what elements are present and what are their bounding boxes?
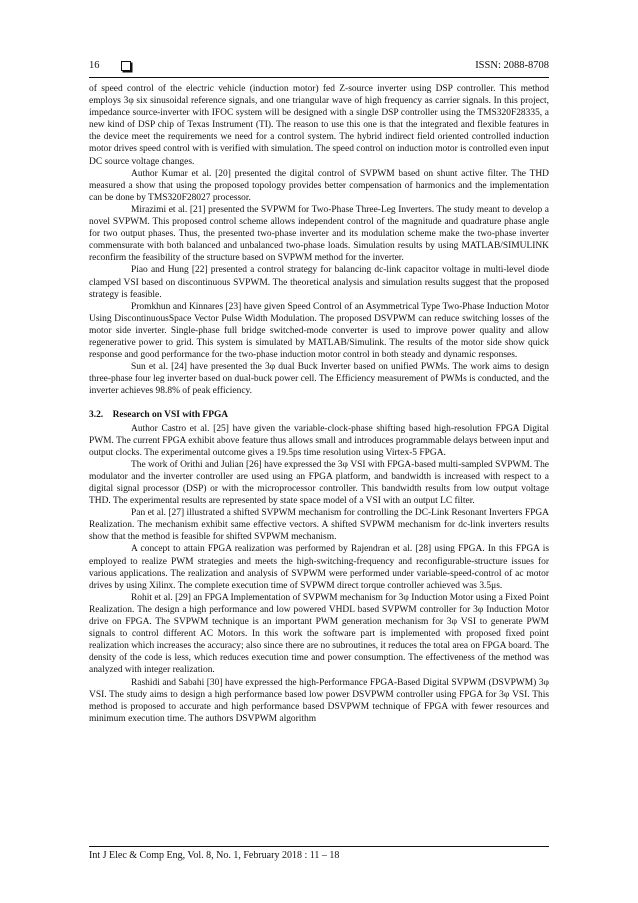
paragraph-pan: Pan et al. [27] illustrated a shifted SVPWM mechanism for controlling the DC-Link Resonant Inverters FPGA Realization. The mechanism exhibit same effective vectors. A shifted SVPWM mechanism for dc-link inverters results show that the method is feasible for shifted SVPWM mechanism. — [89, 508, 549, 543]
paragraph-mirazimi: Mirazimi et al. [21] presented the SVPWM for Two-Phase Three-Leg Inverters. The study meant to develop a novel SVPWM. This proposed control scheme allows independent control of the magnitude and quadrature phase angle for two output phases. Thus, the presented two-phase inverter and its modulation scheme make the two-phase inverter commensurate with both balanced and unbalanced two-phase loads. Simulation results by using MATLAB/SIMULINK reconfirm the feasibility of the structure based on SVPWM method for the inverter. — [89, 204, 549, 264]
paragraph-rajendran: A concept to attain FPGA realization was performed by Rajendran et al. [28] using FPGA. In this FPGA is employed to realize PWM strategies and meets the high-switching-frequency and reconfigurable-structure issues for various applications. The realization and analysis of SVPWM were performed under variable-speed-control of ac motor drives by using Xilinx. The complete execution time of SVPWM direct torque controller achieved was 3.5μs. — [89, 544, 549, 591]
paragraph-continuation: of speed control of the electric vehicle (induction motor) fed Z-source inverter using DSP controller. This method employs 3φ six sinusoidal reference signals, and one triangular wave of high frequency as carrier signals. In this project, impedance source-inverter with IFOC system will be designed with a single DSP controller using the TMS320F28335, a new kind of DSP chip of Texas Instrument (TI). The reason to use this one is that the integrated and flexible features in the device meet the requirements we need for a control system. The hybrid indirect field oriented controlled induction motor drives speed control with is verified with simulation. The speed control on induction motor is controlled even input DC source voltage changes. — [89, 84, 549, 167]
page-number: 16 — [89, 60, 100, 71]
checkbox-square-icon — [121, 61, 131, 71]
paragraph-promkhun: Promkhun and Kinnares [23] have given Speed Control of an Asymmetrical Type Two-Phase Induction Motor Using DiscontinuousSpace Vector Pulse Width Modulation. The proposed DSVPWM can reduce switching losses of the motor side inverter. Single-phase full bridge switched-mode converter is used to improve power quality and allow regenerative power to grid. This system is simulated by MATLAB/Simulink. The results of the motor side show quick response and good performance for the two-phase induction motor control in both steady and dynamic responses. — [89, 301, 549, 361]
page-body — [89, 83, 549, 725]
header-rule — [89, 77, 549, 78]
page-header — [89, 60, 549, 76]
paragraph-sun: Sun et al. [24] have presented the 3φ dual Buck Inverter based on unified PWMs. The work aims to design three-phase four leg inverter based on dual-buck power cell. The Efficiency measurement of PWMs is conducted, and the inverter achieves 98.8% of peak efficiency. — [89, 362, 549, 397]
issn-label: ISSN: 2088-8708 — [475, 60, 549, 71]
paragraph-castro: Author Castro et al. [25] have given the variable-clock-phase shifting based high-resolution FPGA Digital PWM. The current FPGA exhibit above feature thus allows small and introduces programmable delays between input and output clocks. The experimental outcome gives a 19.5ps time resolution using Virtex-5 FPGA. — [89, 423, 549, 458]
paragraph-piao: Piao and Hung [22] presented a control strategy for balancing dc-link capacitor voltage in multi-level diode clamped VSI based on discontinuous SVPWM. The theoretical analysis and simulation results suggest that the proposed strategy is feasible. — [89, 265, 549, 300]
paragraph-rohit: Rohit et al. [29] an FPGA Implementation of SVPWM mechanism for 3φ Induction Motor using a Fixed Point Realization. The design a high performance and low powered VHDL based SVPWM controller for 3φ Induction Motor drive on FPGA. The SVPWM technique is an important PWM generation mechanism for 3φ VSI to generate PWM signals to control different AC Motors. In this work the software part is implemented with proposed fixed point realization which increases the accuracy; also since there are no subroutines, it reduces the total area on FPGA board. The density of the code is less, which reduces execution time and power consumption. The effectiveness of the method was analyzed with integer realization. — [89, 592, 549, 676]
footer-rule — [89, 846, 549, 847]
paragraph-rashidi: Rashidi and Sabahi [30] have expressed the high-Performance FPGA-Based Digital SVPWM (DSVPWM) 3φ VSI. The study aims to design a high performance based low power DSVPWM controller using FPGA for 3φ VSI. This method is proposed to accurate and high performance based DSVPWM technique of FPGA with fewer resources and minimum execution time. The authors DSVPWM algorithm — [89, 677, 549, 724]
paragraph-orithi: The work of Orithi and Julian [26] have expressed the 3φ VSI with FPGA-based multi-sampled SVPWM. The modulator and the inverter controller are used using an FPGA platform, and bandwidth is increased with respect to a digital signal processor (DSP) or with the microprocessor controller. This bandwidth results from low output voltage THD. The experimental results are represented by state space model of a VSI with an output LC filter. — [89, 459, 549, 507]
journal-citation: Int J Elec & Comp Eng, Vol. 8, No. 1, February 2018 : 11 – 18 — [89, 850, 340, 861]
paragraph-kumar: Author Kumar et al. [20] presented the digital control of SVPWM based on shunt active filter. The THD measured a show that using the proposed topology provides better compensation of harmonics and the implementation can be done by TMS320F28027 processor. — [89, 168, 549, 203]
section-heading: 3.2. Research on VSI with FPGA — [89, 410, 229, 421]
